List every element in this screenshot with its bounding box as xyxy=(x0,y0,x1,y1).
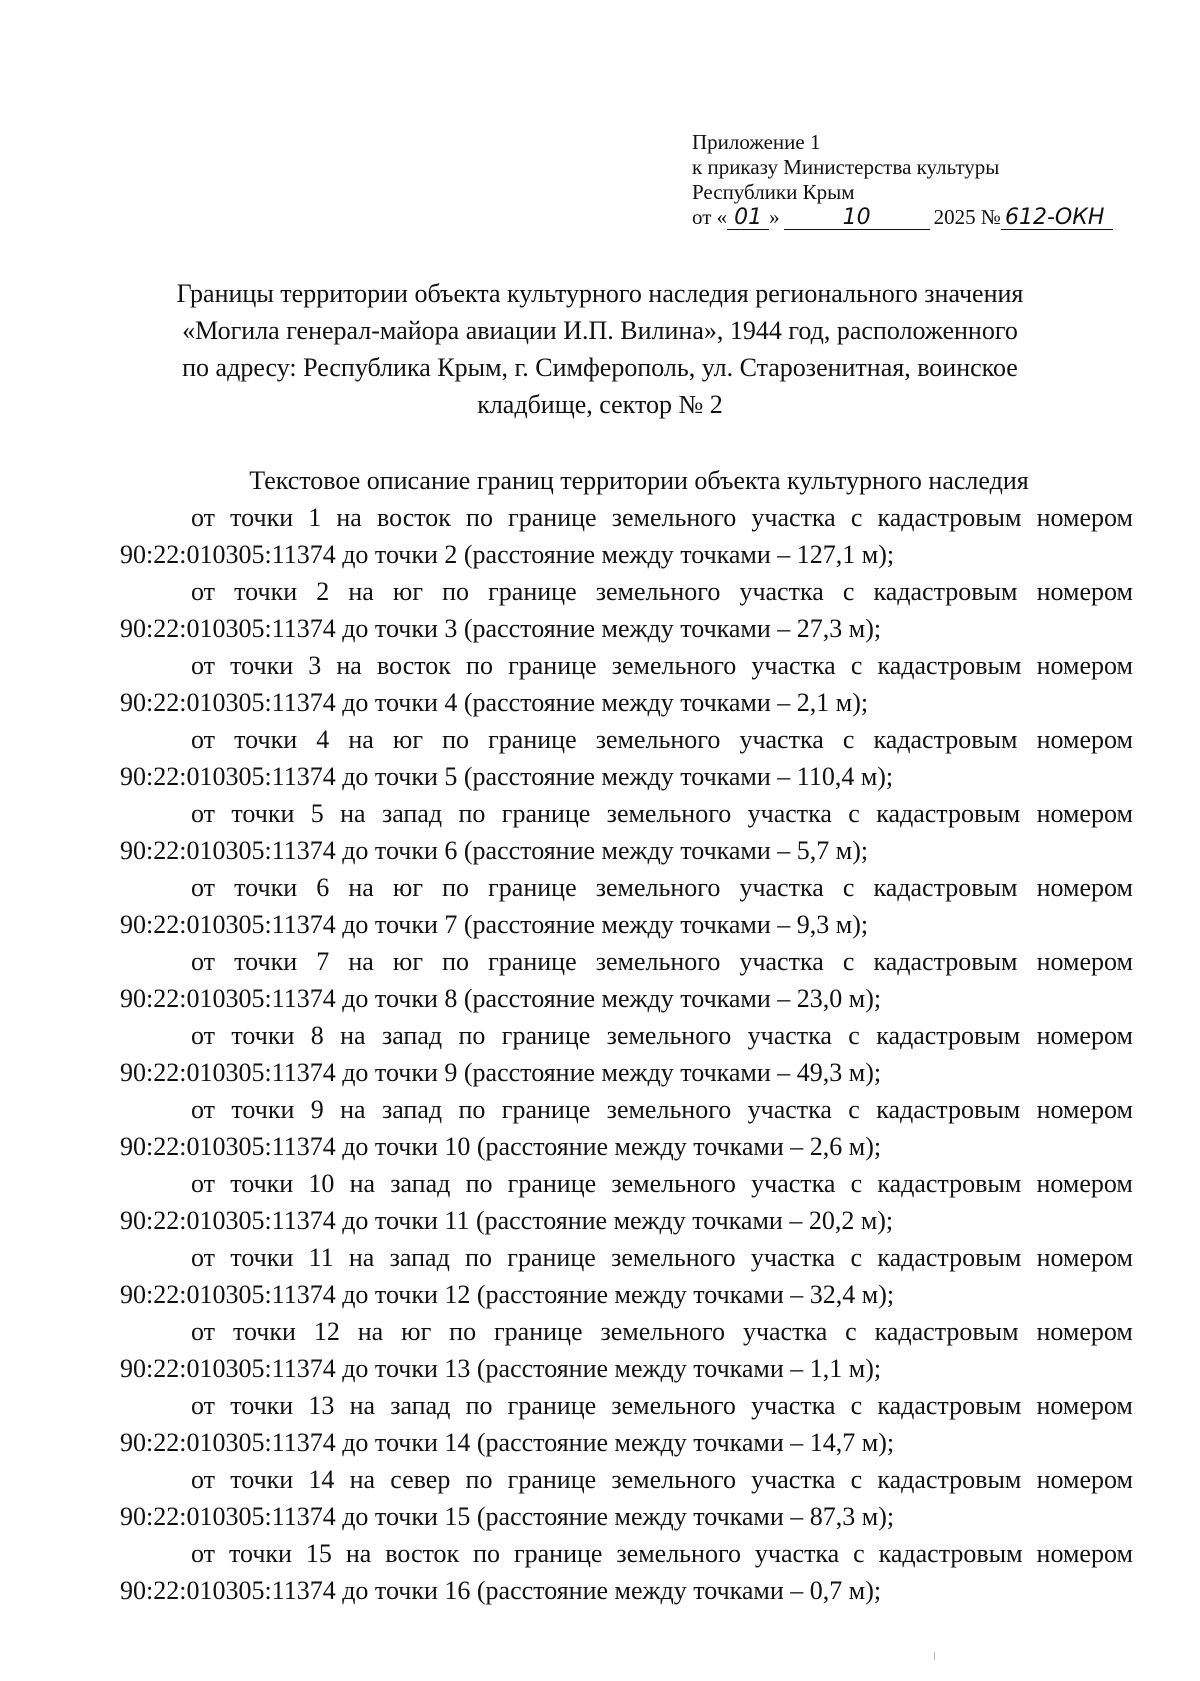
segment-line-1-text xyxy=(191,1239,1133,1276)
word: кадастровым xyxy=(876,1095,1021,1124)
scan-mark xyxy=(934,1652,935,1660)
word: на xyxy=(340,1095,366,1124)
word: земельного xyxy=(606,1095,732,1124)
word: запад xyxy=(390,1169,451,1198)
word: границе xyxy=(488,947,577,976)
word: с xyxy=(850,503,863,532)
section-subtitle: Текстовое описание границ территории объекта культурного наследия xyxy=(249,466,1029,495)
word: точки xyxy=(230,1465,294,1494)
word: номером xyxy=(1036,1539,1133,1568)
word: точки xyxy=(231,1095,295,1124)
segment-line-1 xyxy=(120,1165,1133,1202)
word: на xyxy=(336,651,362,680)
word: 9 xyxy=(310,1095,324,1124)
word: земельного xyxy=(595,725,721,754)
title-line-4: кладбище, сектор № 2 xyxy=(477,390,723,419)
boundary-segments-list xyxy=(120,499,1133,1609)
word: на xyxy=(348,873,374,902)
boundary-segment xyxy=(120,721,1133,795)
word: земельного xyxy=(611,651,737,680)
word: 6 xyxy=(316,873,330,902)
segment-line-2: 90:22:010305:11374 до точки 15 (расстояние между точками – 87,3 м); xyxy=(120,1502,895,1531)
word: границе xyxy=(507,1243,596,1272)
word: земельного xyxy=(606,1021,732,1050)
word: границе xyxy=(488,577,577,606)
word: по xyxy=(465,1243,492,1272)
word: участка xyxy=(751,503,836,532)
word: границе xyxy=(507,1391,597,1420)
word: запад xyxy=(381,1095,443,1124)
word: 8 xyxy=(310,1021,324,1050)
appendix-line-3: Республики Крым xyxy=(692,180,855,204)
word: с xyxy=(850,1243,863,1272)
word: на xyxy=(357,1317,384,1346)
word: по xyxy=(466,503,493,532)
segment-line-1-text xyxy=(191,1165,1133,1202)
word: с xyxy=(848,1095,860,1124)
word: границе xyxy=(501,1095,591,1124)
word: кадастровым xyxy=(874,1317,1019,1346)
word: участка xyxy=(750,1243,836,1272)
word: точки xyxy=(234,577,298,606)
word: по xyxy=(465,1391,493,1420)
word: 4 xyxy=(316,725,330,754)
word: кадастровым xyxy=(877,1465,1022,1494)
segment-line-1-text xyxy=(191,721,1133,758)
word: кадастровым xyxy=(873,873,1018,902)
word: номером xyxy=(1036,651,1133,680)
word: участка xyxy=(739,947,824,976)
word: участка xyxy=(747,799,832,828)
word: 3 xyxy=(308,651,322,680)
word: номером xyxy=(1036,1021,1133,1050)
word: по xyxy=(449,1317,477,1346)
word: земельного xyxy=(616,1539,741,1568)
word: по xyxy=(442,577,470,606)
word: запад xyxy=(390,1391,451,1420)
word: 10 xyxy=(308,1169,335,1198)
word: от xyxy=(191,799,216,828)
word: границе xyxy=(507,1169,597,1198)
word: юг xyxy=(392,873,423,902)
date-prefix: от « xyxy=(692,205,728,229)
word: от xyxy=(191,1317,216,1346)
word: границе xyxy=(513,1539,603,1568)
segment-line-2: 90:22:010305:11374 до точки 5 (расстояние между точками – 110,4 м); xyxy=(120,762,894,791)
word: на xyxy=(349,1391,376,1420)
word: по xyxy=(465,1465,493,1494)
word: номером xyxy=(1036,947,1133,976)
boundary-segment xyxy=(120,573,1133,647)
word: земельного xyxy=(595,947,721,976)
word: номером xyxy=(1036,873,1133,902)
word: на xyxy=(349,1465,376,1494)
segment-line-1-text xyxy=(191,795,1133,832)
segment-line-2: 90:22:010305:11374 до точки 6 (расстояние между точками – 5,7 м); xyxy=(120,836,869,865)
word: земельного xyxy=(595,577,721,606)
word: по xyxy=(458,1021,486,1050)
segment-line-2: 90:22:010305:11374 до точки 4 (расстояние между точками – 2,1 м); xyxy=(120,688,869,717)
word: номером xyxy=(1036,1317,1133,1346)
date-year: 2025 № xyxy=(933,205,1001,229)
boundary-segment xyxy=(120,1091,1133,1165)
word: по xyxy=(442,725,470,754)
word: от xyxy=(191,503,216,532)
appendix-line-1: Приложение 1 xyxy=(692,130,821,154)
segment-line-1 xyxy=(120,1387,1133,1424)
word: точки xyxy=(230,1243,294,1272)
word: точки xyxy=(230,1391,294,1420)
word: точки xyxy=(231,799,295,828)
word: участка xyxy=(751,651,836,680)
word: номером xyxy=(1036,1391,1133,1420)
document-title xyxy=(140,275,1060,423)
word: земельного xyxy=(606,799,732,828)
word: земельного xyxy=(611,1465,736,1494)
segment-line-2: 90:22:010305:11374 до точки 10 (расстояние между точками – 2,6 м); xyxy=(120,1132,882,1161)
word: кадастровым xyxy=(877,651,1022,680)
word: номером xyxy=(1036,1095,1133,1124)
word: границе xyxy=(501,799,591,828)
word: запад xyxy=(381,799,443,828)
segment-line-1 xyxy=(120,1535,1133,1572)
word: с xyxy=(850,1465,863,1494)
title-line-1: Границы территории объекта культурного наследия регионального значения xyxy=(176,279,1024,308)
word: кадастровым xyxy=(877,1391,1022,1420)
word: на xyxy=(348,577,374,606)
word: от xyxy=(191,1169,216,1198)
word: номером xyxy=(1036,725,1133,754)
word: по xyxy=(465,1169,493,1198)
boundary-segment xyxy=(120,1239,1133,1313)
boundary-segment xyxy=(120,943,1133,1017)
word: кадастровым xyxy=(876,799,1021,828)
segment-line-1 xyxy=(120,869,1133,906)
word: запад xyxy=(389,1243,450,1272)
word: участка xyxy=(751,1169,836,1198)
handwritten-order-number: 612-ОКН xyxy=(1001,207,1113,230)
word: участка xyxy=(742,1317,828,1346)
segment-line-2: 90:22:010305:11374 до точки 9 (расстояние между точками – 49,3 м); xyxy=(120,1058,882,1087)
word: с xyxy=(850,1169,863,1198)
word: границе xyxy=(508,651,597,680)
word: юг xyxy=(392,725,423,754)
segment-line-2: 90:22:010305:11374 до точки 2 (расстояние между точками – 127,1 м); xyxy=(120,540,895,569)
word: кадастровым xyxy=(873,577,1018,606)
segment-line-1-text xyxy=(191,1461,1133,1498)
segment-line-1 xyxy=(120,573,1133,610)
appendix-block xyxy=(692,130,1113,230)
word: кадастровым xyxy=(877,1243,1022,1272)
word: с xyxy=(850,1391,863,1420)
segment-line-1-text xyxy=(191,1091,1133,1128)
segment-line-1-text xyxy=(191,499,1133,536)
segment-line-1 xyxy=(120,943,1133,980)
word: по xyxy=(473,1539,501,1568)
word: участка xyxy=(754,1539,840,1568)
boundary-segment xyxy=(120,795,1133,869)
word: номером xyxy=(1036,1169,1133,1198)
boundary-segment xyxy=(120,499,1133,573)
word: кадастровым xyxy=(878,1539,1023,1568)
segment-line-1 xyxy=(120,1091,1133,1128)
word: с xyxy=(842,873,855,902)
segment-line-1 xyxy=(120,721,1133,758)
handwritten-month: 10 xyxy=(784,207,930,230)
word: участка xyxy=(747,1021,832,1050)
segment-line-1-text xyxy=(191,943,1133,980)
word: кадастровым xyxy=(873,725,1018,754)
word: от xyxy=(191,947,216,976)
word: 15 xyxy=(305,1539,332,1568)
word: от xyxy=(191,873,216,902)
word: с xyxy=(850,651,863,680)
word: 13 xyxy=(308,1391,335,1420)
boundary-segment xyxy=(120,1313,1133,1387)
word: 7 xyxy=(316,947,330,976)
word: от xyxy=(191,651,216,680)
boundary-segment xyxy=(120,1535,1133,1609)
word: участка xyxy=(739,873,824,902)
title-line-3: по адресу: Республика Крым, г. Симферополь, ул. Старозенитная, воинское xyxy=(182,353,1018,382)
boundary-segment xyxy=(120,647,1133,721)
segment-line-1-text xyxy=(191,1387,1133,1424)
boundary-segment xyxy=(120,869,1133,943)
segment-line-1 xyxy=(120,1461,1133,1498)
word: земельного xyxy=(595,873,721,902)
segment-line-1 xyxy=(120,499,1133,536)
word: с xyxy=(853,1539,865,1568)
segment-line-2: 90:22:010305:11374 до точки 11 (расстояние между точками – 20,2 м); xyxy=(120,1206,894,1235)
segment-line-2: 90:22:010305:11374 до точки 16 (расстояние между точками – 0,7 м); xyxy=(120,1576,882,1605)
word: от xyxy=(191,1243,216,1272)
word: от xyxy=(191,725,216,754)
word: точки xyxy=(232,1317,296,1346)
word: земельного xyxy=(600,1317,726,1346)
segment-line-1-text xyxy=(191,1313,1133,1350)
word: границе xyxy=(494,1317,583,1346)
word: точки xyxy=(230,503,294,532)
word: запад xyxy=(381,1021,443,1050)
word: на xyxy=(340,1021,366,1050)
word: границе xyxy=(488,725,577,754)
word: 1 xyxy=(308,503,322,532)
word: от xyxy=(191,1539,216,1568)
segment-line-2: 90:22:010305:11374 до точки 13 (расстояние между точками – 1,1 м); xyxy=(120,1354,882,1383)
word: точки xyxy=(234,873,298,902)
segment-line-1-text xyxy=(191,573,1133,610)
segment-line-1 xyxy=(120,1017,1133,1054)
word: на xyxy=(349,1169,376,1198)
word: юг xyxy=(401,1317,432,1346)
word: точки xyxy=(231,1021,295,1050)
word: с xyxy=(848,1021,860,1050)
word: от xyxy=(191,1021,216,1050)
word: 5 xyxy=(310,799,324,828)
word: с xyxy=(845,1317,857,1346)
word: границе xyxy=(501,1021,591,1050)
word: земельного xyxy=(611,1169,736,1198)
word: кадастровым xyxy=(873,947,1018,976)
word: по xyxy=(458,1095,486,1124)
segment-line-2: 90:22:010305:11374 до точки 8 (расстояние между точками – 23,0 м); xyxy=(120,984,882,1013)
date-quote-close: » xyxy=(769,205,780,229)
word: с xyxy=(842,947,855,976)
word: восток xyxy=(376,503,451,532)
document-body xyxy=(120,462,1133,1609)
word: по xyxy=(442,873,470,902)
appendix-line-2: к приказу Министерства культуры xyxy=(692,155,1000,179)
segment-line-1-text xyxy=(191,647,1133,684)
word: восток xyxy=(376,651,451,680)
word: точки xyxy=(230,651,294,680)
word: 12 xyxy=(313,1317,340,1346)
word: по xyxy=(458,799,486,828)
word: границе xyxy=(508,503,597,532)
word: участка xyxy=(747,1095,832,1124)
segment-line-2: 90:22:010305:11374 до точки 7 (расстояние между точками – 9,3 м); xyxy=(120,910,869,939)
word: 14 xyxy=(308,1465,335,1494)
boundary-segment xyxy=(120,1461,1133,1535)
word: кадастровым xyxy=(876,1021,1021,1050)
word: с xyxy=(842,577,855,606)
word: кадастровым xyxy=(877,503,1022,532)
word: номером xyxy=(1036,577,1133,606)
segment-line-2: 90:22:010305:11374 до точки 3 (расстояние между точками – 27,3 м); xyxy=(120,614,882,643)
segment-line-1 xyxy=(120,1239,1133,1276)
word: на xyxy=(348,725,374,754)
word: юг xyxy=(392,577,423,606)
word: с xyxy=(848,799,860,828)
word: участка xyxy=(751,1465,836,1494)
word: границе xyxy=(488,873,577,902)
word: юг xyxy=(392,947,423,976)
word: участка xyxy=(739,577,824,606)
word: кадастровым xyxy=(877,1169,1022,1198)
boundary-segment xyxy=(120,1387,1133,1461)
word: точки xyxy=(230,1169,294,1198)
word: участка xyxy=(751,1391,836,1420)
word: земельного xyxy=(611,503,737,532)
segment-line-2: 90:22:010305:11374 до точки 12 (расстояние между точками – 32,4 м); xyxy=(120,1280,895,1309)
word: от xyxy=(191,1465,216,1494)
word: границе xyxy=(507,1465,597,1494)
word: номером xyxy=(1036,503,1133,532)
appendix-date-line xyxy=(692,205,1113,230)
word: на xyxy=(348,1243,375,1272)
word: север xyxy=(390,1465,451,1494)
word: по xyxy=(466,651,493,680)
word: земельного xyxy=(611,1243,736,1272)
word: точки xyxy=(228,1539,292,1568)
word: 2 xyxy=(316,577,330,606)
word: точки xyxy=(234,725,298,754)
title-line-2: «Могила генерал-майора авиации И.П. Вилина», 1944 год, расположенного xyxy=(182,316,1018,345)
segment-line-1-text xyxy=(191,1017,1133,1054)
word: по xyxy=(442,947,470,976)
segment-line-1 xyxy=(120,795,1133,832)
segment-line-1 xyxy=(120,1313,1133,1350)
word: на xyxy=(348,947,374,976)
word: земельного xyxy=(611,1391,736,1420)
segment-line-1-text xyxy=(191,869,1133,906)
word: с xyxy=(842,725,855,754)
segment-line-1-text xyxy=(191,1535,1133,1572)
word: на xyxy=(345,1539,372,1568)
word: восток xyxy=(385,1539,460,1568)
word: номером xyxy=(1036,799,1133,828)
boundary-segment xyxy=(120,1017,1133,1091)
word: участка xyxy=(739,725,824,754)
word: номером xyxy=(1036,1465,1133,1494)
word: номером xyxy=(1036,1243,1133,1272)
word: от xyxy=(191,577,216,606)
handwritten-day: 01 xyxy=(727,207,769,230)
word: 11 xyxy=(308,1243,334,1272)
word: точки xyxy=(234,947,298,976)
segment-line-2: 90:22:010305:11374 до точки 14 (расстояние между точками – 14,7 м); xyxy=(120,1428,895,1457)
word: от xyxy=(191,1095,216,1124)
segment-line-1 xyxy=(120,647,1133,684)
word: на xyxy=(336,503,362,532)
boundary-segment xyxy=(120,1165,1133,1239)
word: от xyxy=(191,1391,216,1420)
word: на xyxy=(340,799,366,828)
